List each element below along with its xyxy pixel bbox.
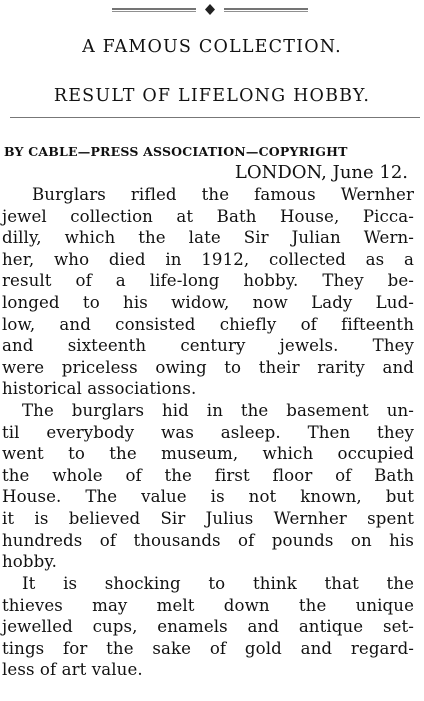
text-line: dilly, which the late Sir Julian Wern- [2, 228, 414, 248]
text-line: went to the museum, which occupied [2, 444, 414, 464]
text-line: jewel collection at Bath House, Picca- [2, 206, 414, 226]
text-line: result of a life-long hobby. They be- [2, 271, 414, 291]
headline: A FAMOUS COLLECTION. [82, 37, 342, 57]
text-line: and sixteenth century jewels. They [2, 336, 414, 356]
text-line: Burglars rifled the famous Wernher [32, 185, 414, 204]
text-line: her, who died in 1912, collected as a [2, 249, 414, 269]
text-line: til everybody was asleep. Then they [2, 422, 414, 442]
dateline: LONDON, June 12. [234, 162, 408, 183]
text-line: The burglars hid in the basement un- [22, 401, 414, 420]
text-line: jewelled cups, enamels and antique set- [2, 617, 414, 637]
text-line: historical associations. [2, 379, 197, 399]
text-line: House. The value is not known, but [2, 487, 414, 507]
text-line: low, and consisted chiefly of fifteenth [2, 314, 414, 334]
text-line: tings for the sake of gold and regard- [2, 638, 414, 658]
paragraph-1 [2, 184, 414, 400]
text-line: were priceless owing to their rarity and [2, 357, 414, 377]
subheadline-rule [10, 117, 420, 118]
text-line: hundreds of thousands of pounds on his [2, 530, 414, 550]
text-line: It is shocking to think that the [22, 574, 414, 593]
subheadline: RESULT OF LIFELONG HOBBY. [53, 86, 371, 106]
text-line: thieves may melt down the unique [2, 595, 414, 615]
text-line: less of art value. [2, 660, 143, 680]
byline: BY CABLE—PRESS ASSOCIATION—COPYRIGHT [4, 144, 348, 159]
text-line: longed to his widow, now Lady Lud- [2, 292, 414, 312]
text-line: hobby. [2, 552, 57, 572]
text-line: the whole of the first floor of Bath [2, 465, 414, 485]
top-ornament-rule [0, 2, 424, 16]
paragraph-3 [2, 573, 414, 681]
paragraph-2 [2, 400, 414, 573]
text-line: it is believed Sir Julius Wernher spent [2, 508, 414, 528]
